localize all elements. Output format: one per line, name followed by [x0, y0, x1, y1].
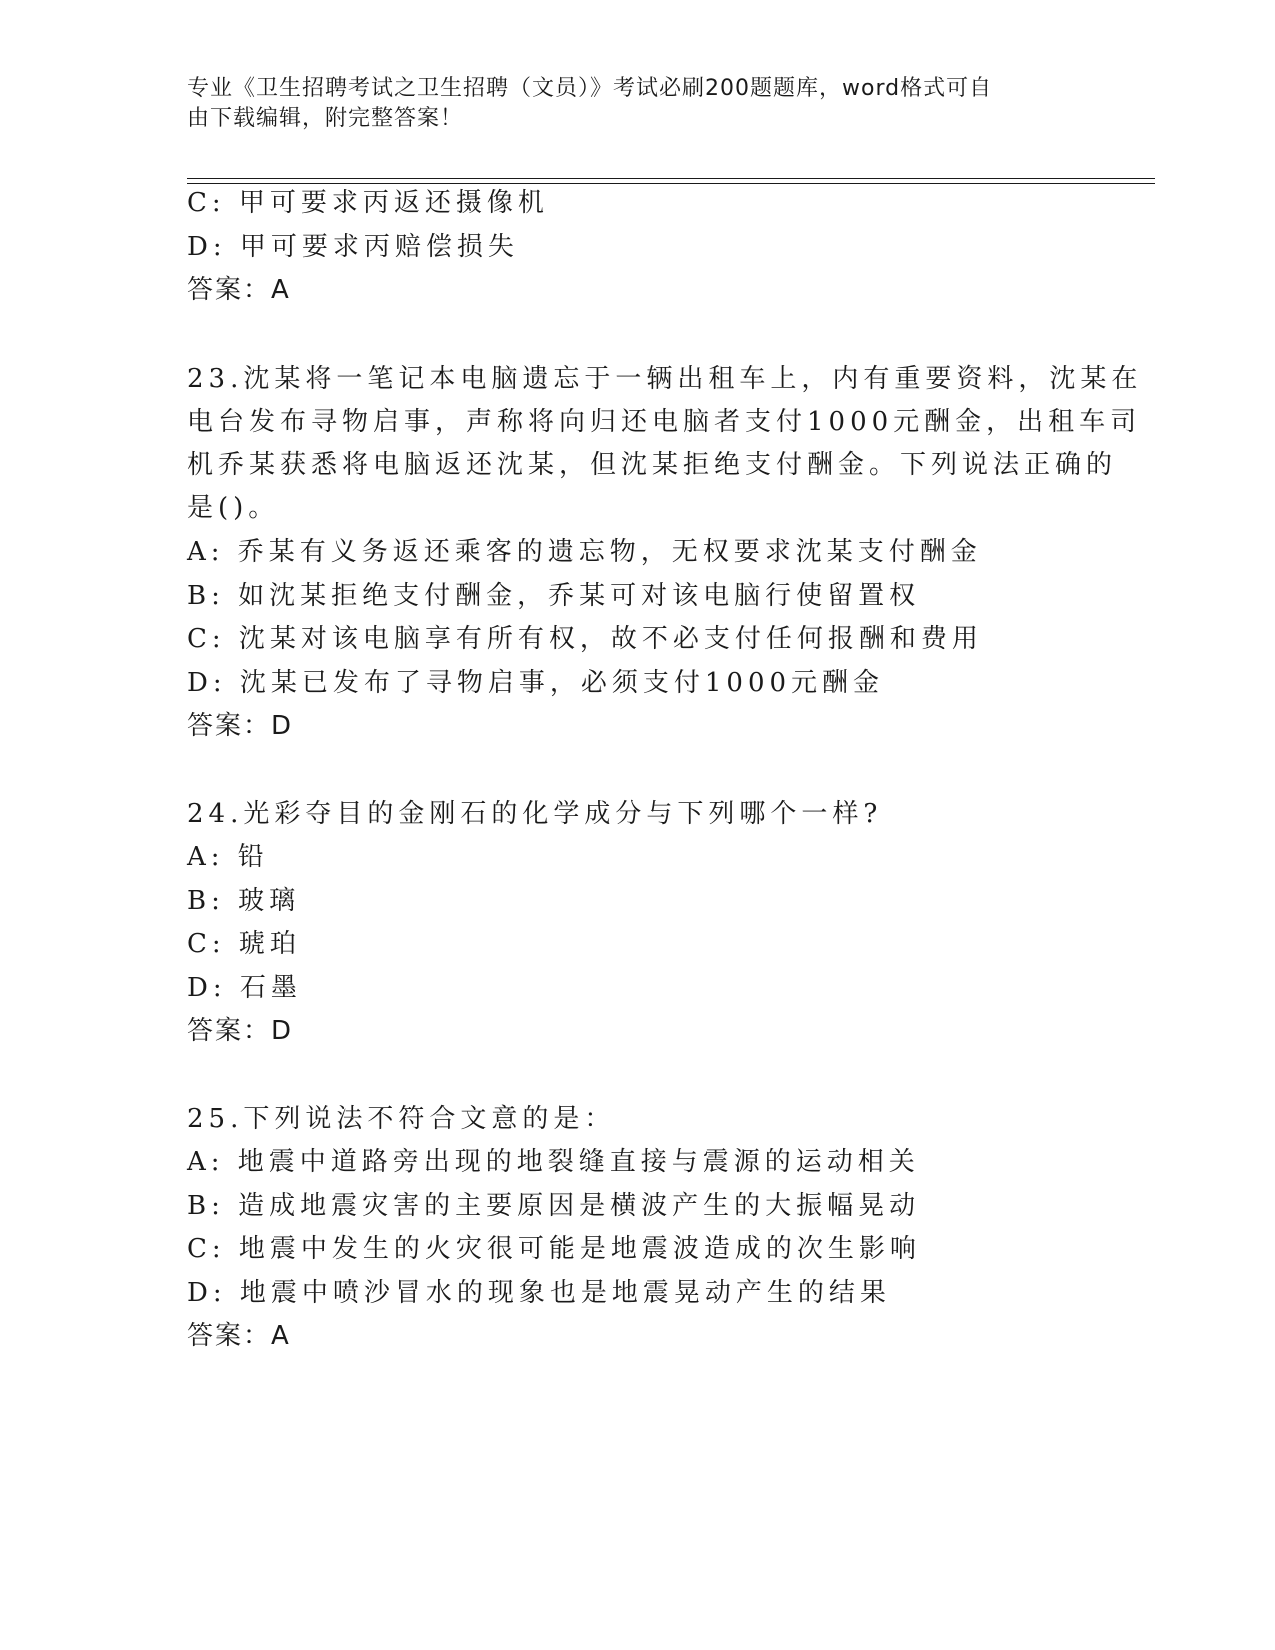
- q23-stem-line-2: 电台发布寻物启事，声称将向归还电脑者支付1000元酬金，出租车司: [187, 407, 1142, 437]
- q25-option-d: D: 地震中喷沙冒水的现象也是地震晃动产生的结果: [187, 1278, 891, 1308]
- q24-option-d: D: 石墨: [187, 973, 302, 1003]
- q25-answer: 答案：A: [187, 1321, 291, 1351]
- prev-answer: 答案：A: [187, 275, 291, 305]
- prev-option-d: D: 甲可要求丙赔偿损失: [187, 232, 519, 262]
- q25-option-b: B: 造成地震灾害的主要原因是横波产生的大振幅晃动: [187, 1191, 921, 1221]
- q24-answer: 答案：D: [187, 1016, 294, 1046]
- q24-option-a: A: 铅: [187, 842, 269, 872]
- q23-option-a: A: 乔某有义务返还乘客的遗忘物，无权要求沈某支付酬金: [187, 537, 982, 567]
- prev-option-c: C: 甲可要求丙返还摄像机: [187, 188, 549, 218]
- q23-option-c: C: 沈某对该电脑享有所有权，故不必支付任何报酬和费用: [187, 624, 983, 654]
- q25-option-c: C: 地震中发生的火灾很可能是地震波造成的次生影响: [187, 1234, 921, 1264]
- q24-option-c: C: 琥珀: [187, 929, 301, 959]
- q25-option-a: A: 地震中道路旁出现的地裂缝直接与震源的运动相关: [187, 1147, 920, 1177]
- q24-option-b: B: 玻璃: [187, 886, 301, 916]
- q23-stem-line-3: 机乔某获悉将电脑返还沈某，但沈某拒绝支付酬金。下列说法正确的: [187, 450, 1118, 480]
- header-divider-top: [187, 178, 1155, 179]
- q25-stem-line-1: 25.下列说法不符合文意的是：: [187, 1104, 616, 1134]
- header-line-2: 由下载编辑，附完整答案！: [187, 106, 464, 131]
- page-header: [187, 74, 1067, 134]
- header-divider-bottom: [187, 183, 1155, 184]
- q23-option-d: D: 沈某已发布了寻物启事，必须支付1000元酬金: [187, 668, 885, 698]
- q23-stem-line-1: 23.沈某将一笔记本电脑遗忘于一辆出租车上，内有重要资料，沈某在: [187, 364, 1143, 394]
- q24-stem-line-1: 24.光彩夺目的金刚石的化学成分与下列哪个一样?: [187, 799, 883, 829]
- q23-answer: 答案：D: [187, 711, 294, 741]
- q23-option-b: B: 如沈某拒绝支付酬金，乔某可对该电脑行使留置权: [187, 581, 921, 611]
- q23-stem-line-4: 是()。: [187, 493, 280, 523]
- header-line-1: 专业《卫生招聘考试之卫生招聘（文员）》考试必刷200题题库，word格式可自: [187, 76, 993, 101]
